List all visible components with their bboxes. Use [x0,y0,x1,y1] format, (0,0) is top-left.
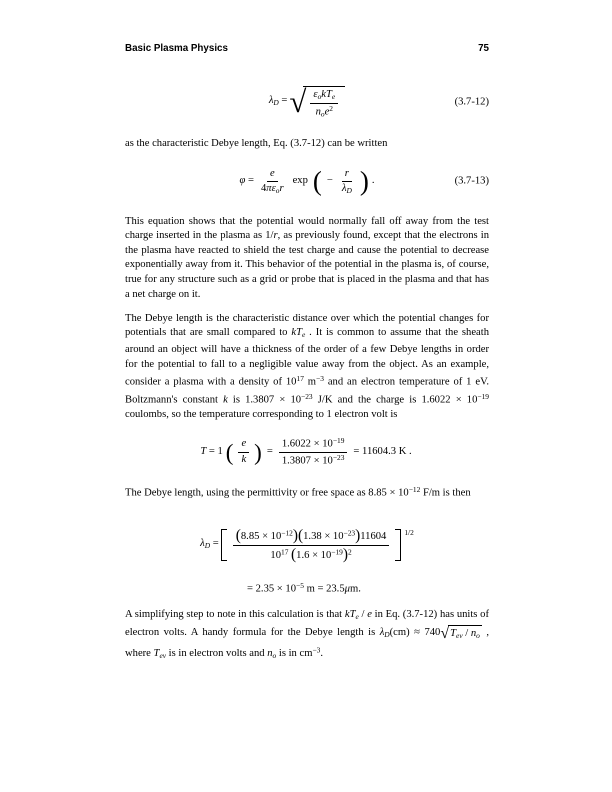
right-paren-icon: ) [359,165,369,197]
equation-rhs [353,445,411,460]
text-run: in Eq. (3.7-12) has units of electron volts. A handy formula for the Debye length is [125,608,489,638]
text-run: kT [291,327,302,339]
text-run: λ [268,95,274,107]
text-run: (cm) ≈ 740 [389,626,441,638]
text-run: o [320,109,325,119]
text-run: D [273,98,279,108]
fraction-numerator [279,437,348,453]
text-run: −19 [332,435,345,445]
text-run: 1.38 × 10 [303,530,344,542]
fraction-numerator [342,168,352,183]
text-run: e [269,167,275,179]
equation-shielded-potential [125,161,489,203]
text-run: ( [291,545,297,563]
text-run: ) [342,545,348,563]
text-run: = 2.35 × 10 [247,583,297,595]
text-run: The Debye length is the characteristic distance over which the potential changes for potentials that are small compared to [125,312,489,339]
text-run: ev [456,630,463,640]
text-run: o [272,650,277,660]
bracket-exponent: 1/2 [404,528,414,538]
text-run: 4 [261,183,267,195]
text-run: = 11604.3 K . [353,445,412,457]
text-run: is 1.3807 × 10 [227,394,302,406]
fraction-denominator [313,104,336,119]
fraction [339,168,355,196]
equation-temperature [125,432,489,472]
text-run: A simplifying step to note in this calculation is that [125,608,345,620]
text-run: n [470,627,477,639]
right-bracket-icon [395,529,401,561]
equation-body [125,165,489,197]
text-run: o [317,92,322,102]
equation-body [125,528,489,562]
text-run: −19 [331,547,343,556]
text-run: / [358,608,368,620]
fraction-denominator [339,182,355,196]
text-run: e [301,330,306,340]
equation-body [125,437,489,468]
text-run: μ [344,583,350,595]
radical-sign-icon: √ [289,84,307,120]
text-run: , where [125,626,490,659]
text-run: e [331,92,336,102]
radical-sign-icon: √ [440,624,450,642]
fraction [258,168,287,196]
text-run: 17 [280,547,289,556]
fraction-numerator [267,168,278,183]
text-run: m [303,376,317,388]
text-run: m. [349,583,361,595]
text-run: −5 [296,581,304,591]
text-run: φ [239,175,246,187]
text-run: −23 [301,392,313,402]
text-run: F/m is then [420,487,471,499]
text-run: 2 [329,103,333,113]
text-run: kT [344,608,356,620]
text-run: ( [235,527,241,545]
text-run: e [324,106,330,118]
left-paren-icon: ( [225,439,234,465]
text-run: r [279,183,284,195]
equation-lhs [200,537,219,554]
equals-sign: = [266,445,273,457]
text-run: −23 [343,528,356,538]
text-run: n [315,106,321,118]
text-run: λ [200,537,205,549]
text-run: 2 [348,547,352,556]
running-header-title: Basic Plasma Physics [125,43,228,54]
paragraph-handy-formula [125,608,489,663]
text-run: 11604 [360,530,387,542]
text-run: = [278,95,288,107]
text-run: −19 [477,392,489,402]
text-run: k [223,394,228,406]
text-run: ( [298,527,304,545]
text-run: J/K and the charge is 1.6022 × 10 [312,394,478,406]
text-run: and an electron temperature of 1 eV. Boltzmann's constant [125,376,490,406]
radicand [448,625,482,644]
text-run: o [476,630,480,640]
fraction [233,528,390,562]
fraction-denominator [279,453,348,468]
inline-square-root [440,625,482,644]
text-run: e [355,612,359,622]
equation-lhs [240,174,255,189]
text-run: 1.3807 × 10 [281,454,333,466]
text-run: m = 23.5 [303,583,345,595]
equation-result-line [247,579,489,597]
page-content [125,42,489,673]
equation-debye-numeric [125,513,489,577]
text-run: n [267,647,273,659]
text-run: ev [159,650,167,660]
left-bracket-icon [221,529,227,561]
exp-operator: exp [292,175,308,187]
paragraph-permittivity [125,483,489,501]
text-run: 8.85 × 10 [240,530,282,542]
text-run: r [344,167,349,179]
fraction [279,437,348,468]
fraction-denominator [258,182,287,196]
fraction-numerator [233,528,390,545]
text-run: πε [266,183,276,195]
fraction-numerator [310,89,338,104]
text-run: D [384,629,390,639]
equation-number: (3.7-12) [454,96,489,108]
text-run: e [241,438,247,450]
text-run: ) [292,527,298,545]
text-run: T [450,627,457,639]
text-run: is in electron volts and [166,647,268,659]
text-run: −23 [332,452,345,462]
text-run: = 1 [206,445,223,457]
paragraph-debye-example [125,312,489,423]
text-run: / [462,627,471,639]
text-run: T [200,445,207,457]
text-run: 1.6 × 10 [296,549,332,561]
paragraph-potential-falloff [125,215,489,303]
text-run: o [275,186,280,196]
paragraph-part [125,609,489,638]
text-run: D [204,540,211,550]
text-run: −12 [281,528,293,538]
equation-number: (3.7-13) [454,175,489,187]
text-run: −12 [408,485,421,495]
left-paren-icon: ( [312,165,322,197]
text-run: coulombs, so the temperature corresponding to 1 electron volt is [125,409,398,421]
radicand [303,86,345,119]
text-run: as the characteristic Debye length, Eq. (3.7-12) can be written [125,137,388,149]
text-run: 17 [296,374,304,384]
text-run: r [273,230,278,242]
text-run: D [346,186,352,196]
text-run: is in cm [276,647,313,659]
text-run: ) [355,527,361,545]
page-number: 75 [478,43,489,54]
fraction-denominator [267,546,354,562]
fraction [238,438,249,466]
fraction [310,89,338,119]
text-run: = [210,537,219,549]
text-run: λ [341,183,347,195]
text-run: T [153,647,160,659]
page-header [125,42,489,57]
square-root [289,86,345,119]
minus-sign: − [326,175,333,187]
text-run: = [245,175,254,187]
text-run: 10 [270,549,281,561]
fraction-denominator [238,453,249,467]
equation-lhs [269,94,288,111]
text-run: −3 [316,374,324,384]
text-run: . [320,647,323,659]
intro-line [125,137,489,152]
text-run: The Debye length, using the permittivity or free space as 8.85 × 10 [125,487,409,499]
equation-debye-length-definition [125,83,489,123]
equation-period: . [371,175,375,187]
text-run: 1.6022 × 10 [281,438,333,450]
equation-body [125,86,489,119]
text-run: ε [313,89,318,101]
text-run: , as previously found, except that the electrons in the plasma have reacted to shield the test charge and cause the potential to decrease exponentially away from it. This behavior of the potential in the plasma is, of course, true for any structure such as a grid or probe that is placed in the plasma and that has a net charge on it. [125,230,489,300]
text-run: λ [379,626,385,638]
text-run: k [241,453,247,465]
equation-lhs [200,445,222,460]
text-run: This equation shows that the potential would normally fall off away from the test charge inserted in the plasma as 1/ [125,215,489,242]
text-run: e [367,608,372,620]
text-run: −3 [312,645,321,655]
right-paren-icon: ) [254,439,262,465]
text-run: . It is common to assume that the sheath around an object will have a thickness of the order of a few Debye lengths in order for the potential to fall to a negligible value away from the object. As an example, consider a plasma with a density of 10 [125,327,489,388]
fraction-numerator [238,438,249,453]
text-run: kT [321,89,332,101]
